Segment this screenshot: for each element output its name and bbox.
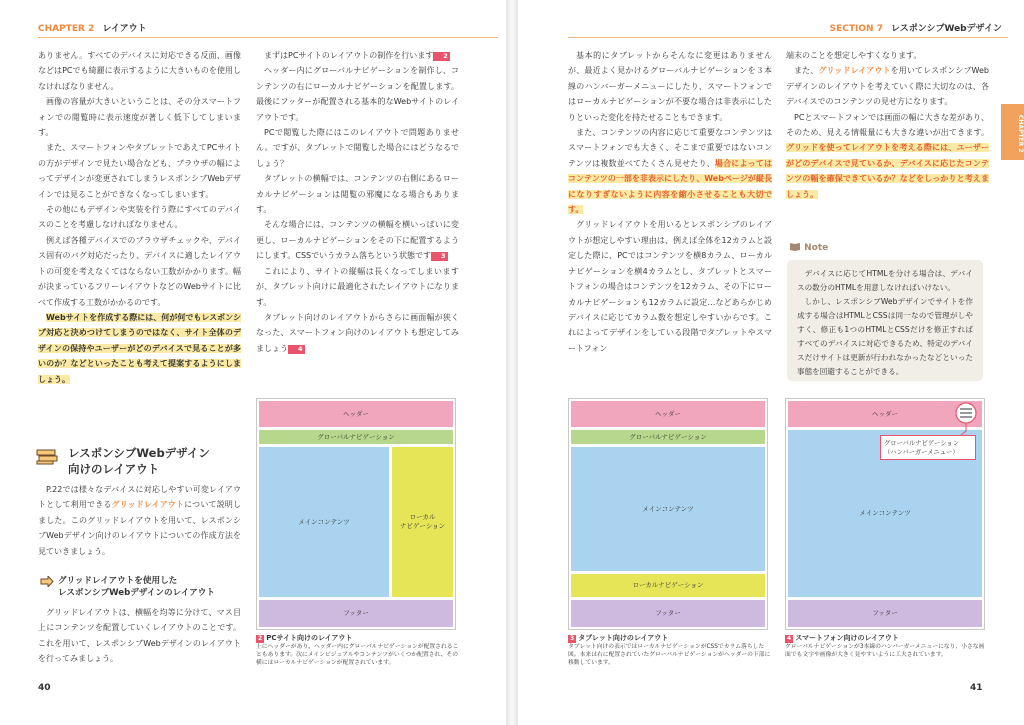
caption-number: 2: [258, 635, 263, 642]
diagram-global-nav: グローバルナビゲーション: [571, 430, 765, 444]
book-stack-icon: [36, 447, 58, 465]
diagram-main-content: メインコンテンツ: [259, 447, 389, 597]
section-title: レスポンシブWebデザイン: [890, 24, 1002, 34]
note-book-icon: [789, 242, 801, 251]
pc-layout-diagram: [256, 398, 456, 630]
highlighted-text: グリッドを使ってレイアウトを考える際には、ユーザーがどのデバイスで見ているか、デバイスに応じたコンテンツの幅を確保できているか？などをしっかりと考えましょう。: [786, 143, 989, 199]
smartphone-layout-diagram: [785, 398, 985, 630]
right-running-header: [830, 21, 1002, 34]
tablet-layout-diagram: [568, 398, 768, 630]
diagram-main-content: メインコンテンツ: [571, 447, 765, 571]
chapter-label: CHAPTER 2: [38, 24, 95, 34]
paragraph: グリッドレイアウトは、横幅を均等に分けて、マス目上にコンテンツを配置していくレイアウトのことです。これを用いて、レスポンシブWebデザインのレイアウトを行ってみましょう。: [38, 608, 241, 664]
hamburger-label-line2: （ハンバーガーメニュー）: [884, 449, 959, 456]
figure-ref: 4: [288, 345, 305, 354]
note-label: [789, 242, 828, 253]
arrow-icon: [40, 576, 54, 587]
subsection-body: [38, 605, 241, 667]
diagram-footer: フッター: [788, 600, 982, 627]
chapter-title: レイアウト: [102, 24, 147, 34]
page-number: 41: [970, 683, 983, 693]
paragraph: タブレットの横幅では、コンテンツの右側にあるローカルナビゲーションは閲覧の邪魔になる場合もあります。: [256, 174, 459, 215]
smartphone-caption: [785, 633, 985, 659]
subsection-heading: [40, 575, 250, 599]
paragraph: PCで閲覧した際にはこのレイアウトで問題ありません。ですが、タブレットで閲覧した場合にはどうなるでしょう？: [256, 128, 459, 168]
diagram-main-content: メインコンテンツ: [788, 430, 982, 597]
highlighted-paragraph: Webサイトを作成する際には、何が何でもレスポンシブ対応と決めつけてしまうのではなく、サイト全体のデザインの保持やユーザーがどのデバイスで見ることが多いのか？などといったことも考えて提案するようにしましょう。: [38, 312, 241, 384]
chapter-side-tab: CHAPTER 2: [1001, 104, 1024, 160]
left-column-2: [256, 48, 459, 356]
diagram-local-nav: ローカル ナビゲーション: [392, 447, 453, 597]
paragraph: ありません。すべてのデバイスに対応できる反面、画像などはPCでも綺麗に表示するように大きいものを使用しなければなりません。: [38, 51, 241, 91]
note-paragraph: しかし、レスポンシブWebデザインでサイトを作成する場合はHTMLとCSSは同一なので管理がしやすく、修正も1つのHTMLとCSSだけを修正すればすべてのデバイスに対応できるため、特定のデバイスだけサイトは更新が行われなかったなどといった事態を回避することができる。: [797, 297, 973, 376]
paragraph-text: を用いてレスポンシブWebデザインのレイアウトを考えていく際に大切なのは、各デバイスでのコンテンツの見せ方になります。: [786, 66, 989, 107]
section-label: SECTION 7: [829, 24, 883, 34]
figure-ref: 3: [431, 252, 448, 261]
intro-text-b: について説明しました。このグリッドレイアウトを用いて、レスポンシブWebデザイン向けのレイアウトについての作成方法を見ていきましょう。: [38, 500, 242, 556]
left-page: [0, 0, 506, 725]
intro-text-a: P.22では様々なデバイスに対応しやすい可変レイアウトとして利用できる: [38, 485, 241, 510]
diagram-footer: フッター: [571, 600, 765, 627]
header-rule: [568, 37, 1008, 38]
keyword-grid-layout: グリッドレイアウト: [111, 500, 185, 510]
section-heading: [36, 445, 246, 477]
paragraph: 端末のことを想定しやすくなります。: [786, 51, 922, 60]
diagram-local-nav: ローカルナビゲーション: [571, 574, 765, 597]
book-gutter: [506, 0, 518, 725]
diagram-header: ヘッダー: [259, 401, 453, 427]
paragraph-text: PCとスマートフォンでは画面の幅に大きな差があり、そのため、見える情報量にも大きな違いが出てきます。: [786, 112, 989, 138]
paragraph-text: また、: [794, 66, 819, 76]
section-title-line2: 向けのレイアウト: [68, 462, 160, 476]
caption-title: スマートフォン向けのレイアウト: [795, 634, 899, 642]
caption-text: 上にヘッダーがあり、ヘッダー内にグローバルナビゲーションが配置されることもあります。次にメインビジュアルやコンテンツがいくつか配置され、その横にはローカルナビゲーションが配置されています。: [256, 644, 459, 666]
paragraph: 例えば各種デバイスでのブラウザチェックや、デバイス固有のバグ対応だったり、デバイスに適したレイアウトの可変を考えなくてはならない工数がかかります。幅が決まっているフリーレイアウトなどのWebサイトに比べて作成する工数がかかるのです。: [38, 235, 241, 307]
right-column-2: [786, 48, 989, 202]
hamburger-label-box: [880, 435, 976, 460]
tablet-caption: [568, 633, 773, 667]
diagram-header: ヘッダー: [788, 401, 982, 427]
caption-text: タブレット向けの表示ではローカルナビゲーションがCSSでカラム落ちした図。本来は右に配置されていたグローバルナビゲーションがヘッダーの下部に移動しています。: [568, 644, 771, 666]
diagram-header: ヘッダー: [571, 401, 765, 427]
paragraph: これにより、サイトの縦幅は長くなってしまいますが、タブレット向けに最適化されたレイアウトになります。: [256, 266, 459, 307]
paragraph: その他にもデザインや実装を行う際にすべてのデバイスのことを考慮しなければなりません。: [38, 205, 241, 230]
keyword-grid-layout: グリッドレイアウト: [818, 66, 891, 76]
paragraph: グリッドレイアウトを用いるとレスポンシブのレイアウトが想定しやすい理由は、例えば全体を12カラムと設定した際に、PCではコンテンツを横8カラム、ローカルナビゲーションを横4カラムとし、タブレットとスマートフォンの場合はコンテンツを12カラム、その下にローカルナビゲーションも12カラムに設定…などあらかじめデバイスに応じてカラム数を想定しやすいからです。これによってデザインをしている段階でタブレットやスマートフォン: [568, 220, 772, 353]
figure-ref: 2: [433, 52, 450, 61]
paragraph: ヘッダー内にグローバルナビゲーションを制作し、コンテンツの右にローカルナビゲーションを配置します。最後にフッターが配置される基本的なWebサイトのレイアウトです。: [256, 66, 459, 122]
caption-number: 3: [570, 635, 575, 642]
hamburger-label-line1: グローバルナビゲーション: [884, 440, 959, 447]
paragraph: 基本的にタブレットからそんなに変更はありませんが、最近よく見かけるグローバルナビゲーションを３本線のハンバーガーメニューにしたり、スマートフォンではローカルナビゲーションが不要な場合は非表示にしたりといった変化を持たせることもできます。: [568, 51, 772, 122]
paragraph: また、スマートフォンやタブレットであえてPCサイトの方がデザインで見たい場合なども、ブラウザの幅によってデザインが変更されてしまうレスポンシブWebデザインでは見ることができなくなってしまいます。: [38, 143, 241, 199]
caption-title: PCサイト向けのレイアウト: [266, 634, 353, 642]
note-paragraph: デバイスに応じてHTMLを分ける場合は、デバイスの数分のHTMLを用意しなければいけない。: [797, 269, 973, 292]
left-column-1: [38, 48, 241, 387]
paragraph-text: また、コンテンツの内容に応じて重要なコンテンツはスマートフォンでも大きく、そこまで重要ではないコンテンツは複数並べてたくさん見せたり、: [568, 128, 772, 168]
section-title-line1: レスポンシブWebデザイン: [68, 446, 210, 460]
pc-caption: [256, 633, 461, 667]
right-column-1: [568, 48, 772, 356]
diagram-footer: フッター: [259, 600, 453, 627]
header-rule: [38, 37, 498, 38]
caption-number: 4: [787, 635, 792, 642]
section-intro: [38, 482, 241, 559]
diagram-global-nav: グローバルナビゲーション: [259, 430, 453, 444]
caption-text: グローバルナビゲーションが3本線のハンバーガーメニューになり、小さな画面でも文字や画像が大きく見やすいように工夫されています。: [785, 644, 985, 658]
paragraph: まずはPCサイトのレイアウトの制作を行います: [264, 51, 434, 60]
subsection-title-line1: グリッドレイアウトを使用した: [58, 576, 178, 586]
left-running-header: [38, 21, 147, 34]
page-number: 40: [38, 683, 51, 693]
subsection-title-line2: レスポンシブWebデザインのレイアウト: [58, 588, 215, 598]
paragraph: タブレット向けのレイアウトからさらに画面幅が狭くなった、スマートフォン向けのレイアウトも想定してみましょう: [256, 312, 459, 353]
highlighted-text: 場合によってはコンテンツの一部を非表示にしたり、Webページが縦長になりすぎないように内容を縮小させることも大切です。: [568, 158, 773, 215]
paragraph: 画像の容量が大きいということは、その分スマートフォンでの閲覧時に表示速度が著しく低下してしまいます。: [38, 97, 241, 138]
caption-title: タブレット向けのレイアウト: [578, 634, 669, 642]
note-label-text: Note: [804, 243, 829, 253]
paragraph: そんな場合には、コンテンツの横幅を横いっぱいに変更し、ローカルナビゲーションをその下に配置するようにします。CSSでいうカラム落ちという状態です: [256, 220, 459, 261]
note-box: [787, 260, 983, 381]
